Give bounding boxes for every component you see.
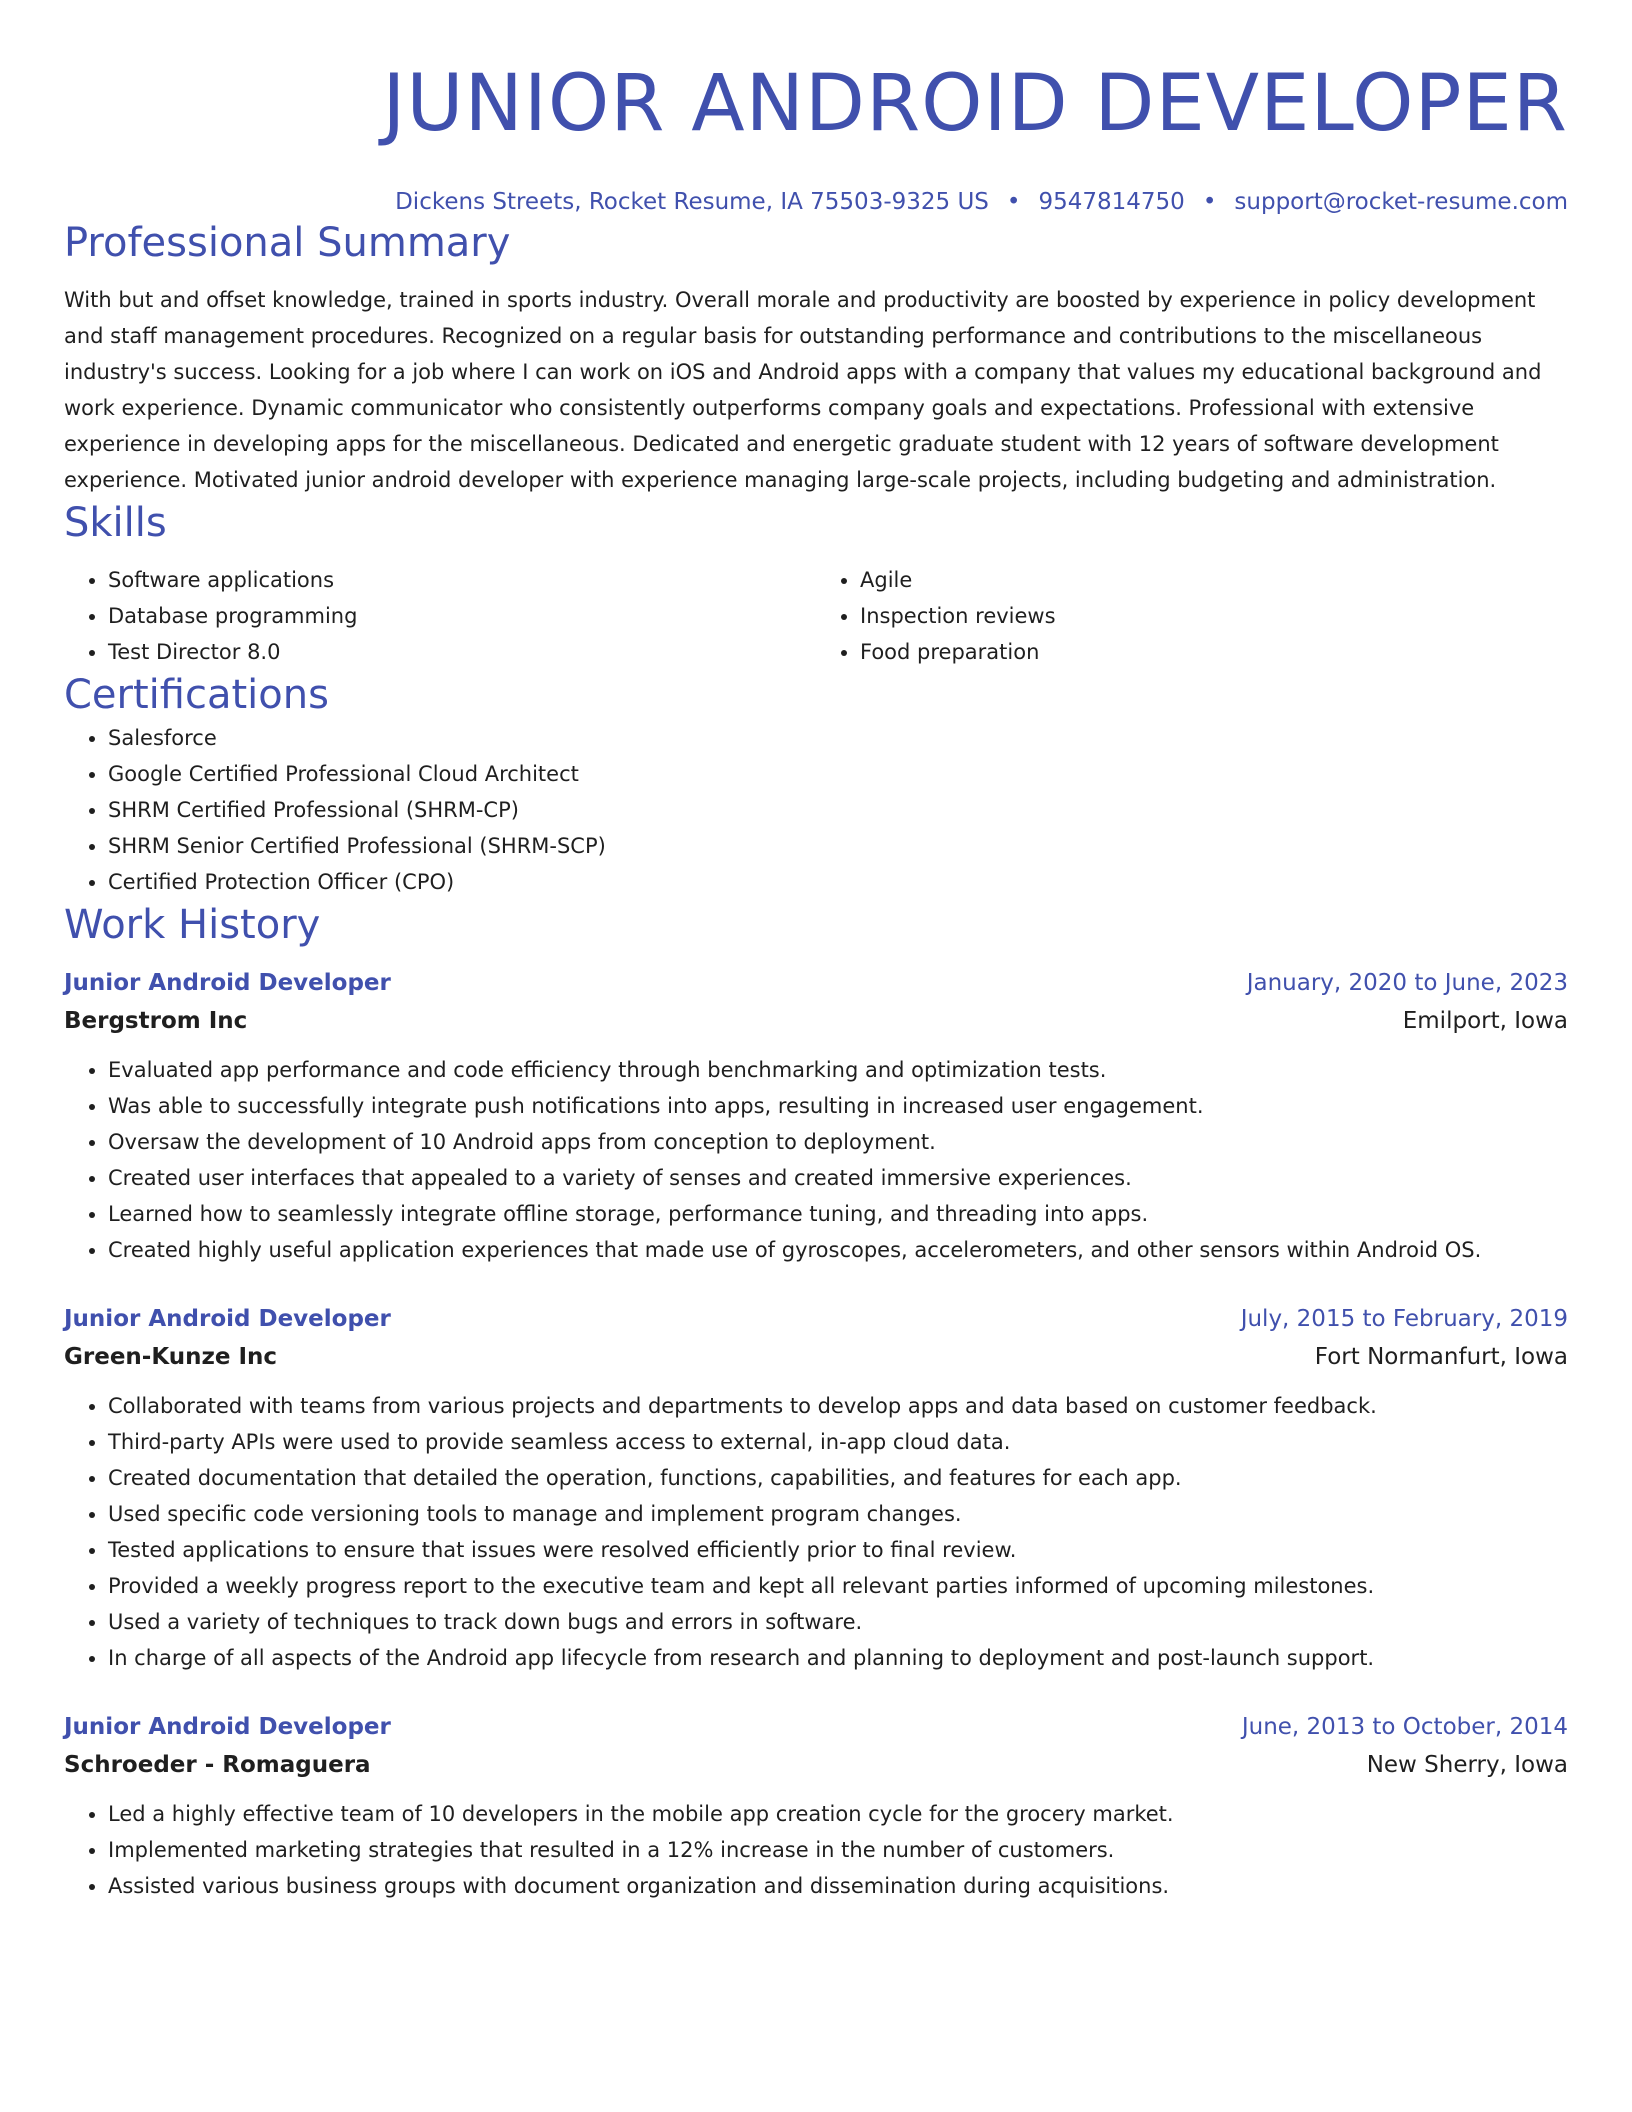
job-bullet: • Implemented marketing strategies that resulted in a 12% increase in the number of customers. (108, 1832, 1568, 1868)
job-bullet: • Oversaw the development of 10 Android apps from conception to deployment. (108, 1124, 1568, 1160)
job-title: Junior Android Developer (64, 970, 391, 996)
summary-text: With but and offset knowledge, trained in sports industry. Overall morale and productivity are boosted by experience in policy development and staff management procedures. Recognized on a regular basis for outstanding performance and contributions to the miscellaneous industry's success. Looking for a job where I can work on iOS and Android apps with a company that values my educational background and work experience. Dynamic communicator who consistently outperforms company goals and expectations. Professional with extensive experience in developing apps for the miscellaneous. Dedicated and energetic graduate student with 12 years of software development experience. Motivated junior android developer with experience managing large-scale projects, including budgeting and administration. (64, 288, 1542, 492)
job-bullet: • In charge of all aspects of the Android app lifecycle from research and planning to deployment and post-launch support. (108, 1640, 1568, 1676)
job-company: Schroeder - Romaguera (64, 1752, 371, 1778)
certification-item: • Certified Protection Officer (CPO) (108, 864, 1568, 900)
skill-item: • Inspection reviews (860, 598, 1568, 634)
job-entry (64, 964, 1568, 1268)
job-bullets (64, 1388, 1568, 1676)
work-history-heading: Work History (64, 902, 321, 948)
skill-item: • Agile (860, 562, 1568, 598)
job-bullet: • Used specific code versioning tools to manage and implement program changes. (108, 1496, 1568, 1532)
job-title: Junior Android Developer (64, 1714, 391, 1740)
job-bullet: • Provided a weekly progress report to the executive team and kept all relevant parties informed of upcoming milestones. (108, 1568, 1568, 1604)
job-bullets (64, 1052, 1568, 1268)
certification-item: • Salesforce (108, 720, 1568, 756)
job-bullet: • Third-party APIs were used to provide seamless access to external, in-app cloud data. (108, 1424, 1568, 1460)
contact-line (64, 186, 1568, 218)
contact-separator: • (1006, 189, 1021, 215)
skill-item: • Database programming (108, 598, 816, 634)
certification-item: • SHRM Certified Professional (SHRM-CP) (108, 792, 1568, 828)
job-bullet: • Used a variety of techniques to track down bugs and errors in software. (108, 1604, 1568, 1640)
job-title: Junior Android Developer (64, 1306, 391, 1332)
job-bullet: • Was able to successfully integrate push notifications into apps, resulting in increased user engagement. (108, 1088, 1568, 1124)
skill-item: • Food preparation (860, 634, 1568, 670)
job-title-row (64, 964, 1568, 1002)
job-bullet: • Evaluated app performance and code efficiency through benchmarking and optimization tests. (108, 1052, 1568, 1088)
contact-separator: • (1202, 189, 1217, 215)
job-bullet: • Created documentation that detailed the operation, functions, capabilities, and features for each app. (108, 1460, 1568, 1496)
job-company-row (64, 1002, 1568, 1040)
certification-item: • SHRM Senior Certified Professional (SHRM-SCP) (108, 828, 1568, 864)
job-bullet: • Led a highly effective team of 10 developers in the mobile app creation cycle for the grocery market. (108, 1796, 1568, 1832)
job-company-row (64, 1338, 1568, 1376)
contact-email: support@rocket-resume.com (1234, 189, 1568, 215)
certification-item: • Google Certified Professional Cloud Architect (108, 756, 1568, 792)
job-bullet: • Created user interfaces that appealed to a variety of senses and created immersive experiences. (108, 1160, 1568, 1196)
job-bullet: • Created highly useful application experiences that made use of gyroscopes, accelerometers, and other sensors within Android OS. (108, 1232, 1568, 1268)
skills-list-right (816, 562, 1568, 670)
contact-address: Dickens Streets, Rocket Resume, IA 75503-9325 US (395, 189, 989, 215)
summary-heading: Professional Summary (64, 220, 511, 266)
job-location: Emilport, Iowa (1402, 1008, 1568, 1034)
job-title-row (64, 1708, 1568, 1746)
job-bullet: • Learned how to seamlessly integrate offline storage, performance tuning, and threading into apps. (108, 1196, 1568, 1232)
resume-title: JUNIOR ANDROID DEVELOPER (382, 59, 1568, 149)
skill-item: • Software applications (108, 562, 816, 598)
job-bullet: • Tested applications to ensure that issues were resolved efficiently prior to final review. (108, 1532, 1568, 1568)
job-location: New Sherry, Iowa (1366, 1752, 1568, 1778)
job-location: Fort Normanfurt, Iowa (1314, 1344, 1568, 1370)
job-title-row (64, 1300, 1568, 1338)
job-dates: July, 2015 to February, 2019 (1240, 1306, 1568, 1332)
skills-list-left (64, 562, 816, 670)
skill-item: • Test Director 8.0 (108, 634, 816, 670)
job-bullet: • Collaborated with teams from various projects and departments to develop apps and data based on customer feedback. (108, 1388, 1568, 1424)
job-company: Green-Kunze Inc (64, 1344, 278, 1370)
resume-page (64, 0, 1568, 1904)
skills-heading: Skills (64, 500, 167, 546)
job-entry (64, 1300, 1568, 1676)
certifications-heading: Certifications (64, 672, 329, 718)
job-company: Bergstrom Inc (64, 1008, 248, 1034)
job-dates: January, 2020 to June, 2023 (1246, 970, 1568, 996)
job-dates: June, 2013 to October, 2014 (1241, 1714, 1568, 1740)
contact-phone: 9547814750 (1038, 189, 1185, 215)
job-company-row (64, 1746, 1568, 1784)
skills-columns (64, 562, 1568, 670)
job-bullets (64, 1796, 1568, 1904)
certifications-list (64, 720, 1568, 900)
job-bullet: • Assisted various business groups with document organization and dissemination during acquisitions. (108, 1868, 1568, 1904)
job-entry (64, 1708, 1568, 1904)
